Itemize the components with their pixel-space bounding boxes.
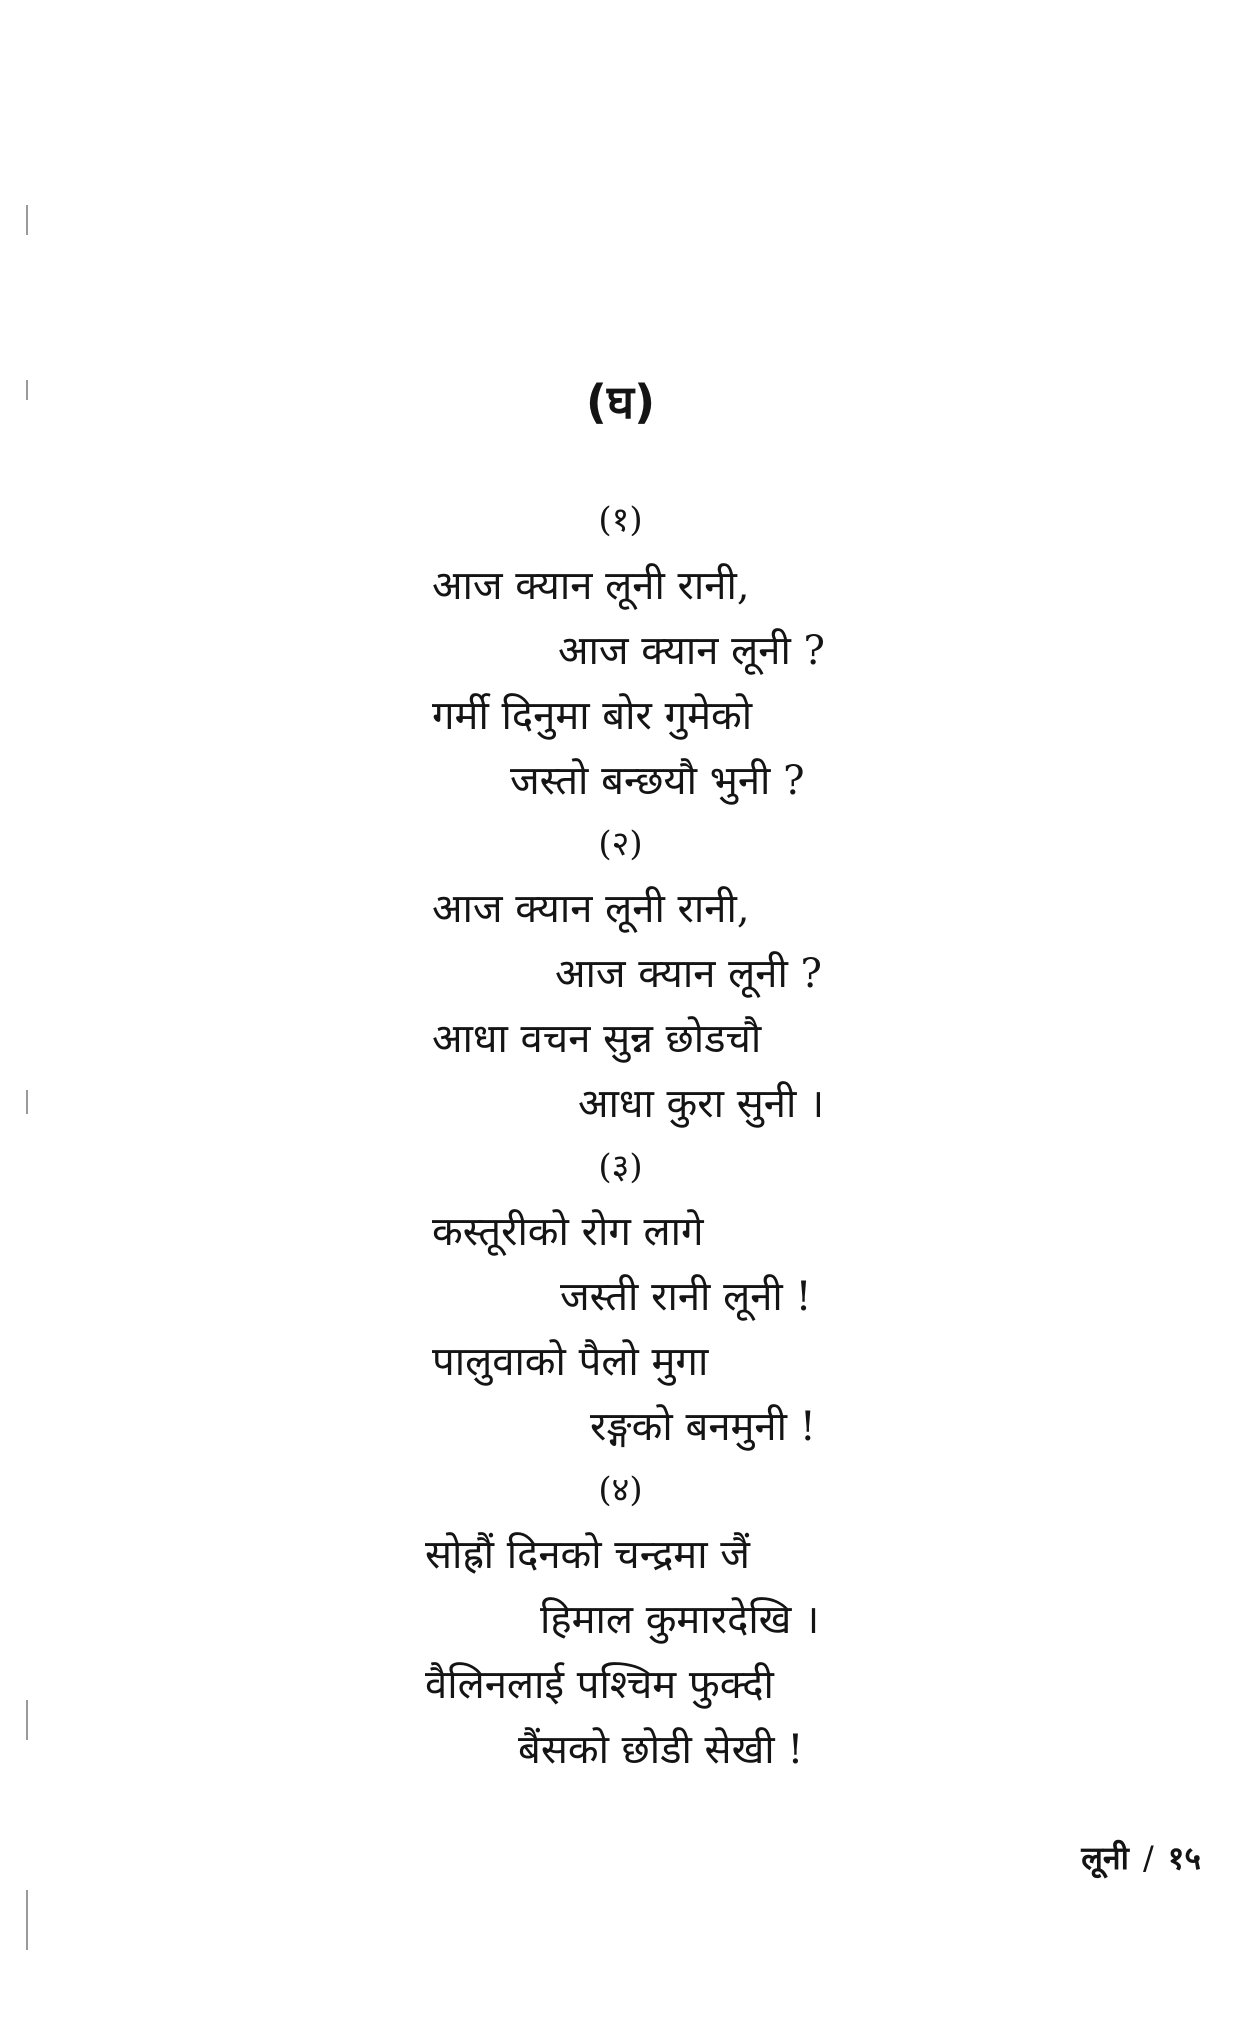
stanza-number: (३) — [598, 1147, 643, 1187]
poem-line: पालुवाको पैलो मुगा — [432, 1339, 709, 1385]
poem-line: सोह्रौं दिनको चन्द्रमा जैं — [425, 1532, 750, 1578]
poem-line: बैंसको छोडी सेखी ! — [518, 1727, 804, 1773]
section-title: (घ) — [585, 375, 656, 429]
poem-line: आधा कुरा सुनी । — [578, 1081, 825, 1127]
scan-mark — [26, 1890, 28, 1950]
poem-line: आधा वचन सुन्न छोडचौ — [432, 1016, 762, 1062]
scan-mark — [26, 1700, 28, 1740]
poem-line: हिमाल कुमारदेखि । — [540, 1597, 820, 1643]
poem-line: गर्मी दिनुमा बोर गुमेको — [432, 693, 753, 739]
poem-line: आज क्यान लूनी रानी, — [432, 886, 750, 932]
poem-line: आज क्यान लूनी रानी, — [432, 563, 750, 609]
scan-mark — [26, 205, 28, 235]
poem-line: रङ्गको बनमुनी ! — [590, 1404, 816, 1450]
stanza-number: (४) — [598, 1470, 643, 1510]
poem-line: कस्तूरीको रोग लागे — [432, 1209, 704, 1255]
book-title: लूनी — [1081, 1839, 1129, 1877]
poem-line: वैलिनलाई पश्चिम फुक्दी — [425, 1662, 774, 1708]
footer-separator: / — [1142, 1839, 1154, 1877]
poem-line: जस्ती रानी लूनी ! — [560, 1274, 812, 1320]
poem-line: जस्तो बन्छयौ भुनी ? — [510, 758, 805, 804]
page-footer — [1081, 1838, 1201, 1878]
stanza-number: (२) — [598, 824, 643, 864]
page-number: १५ — [1167, 1839, 1201, 1877]
poem-line: आज क्यान लूनी ? — [555, 951, 822, 997]
poem-line: आज क्यान लूनी ? — [558, 628, 825, 674]
scan-mark — [26, 1090, 28, 1114]
stanza-number: (१) — [598, 500, 643, 540]
